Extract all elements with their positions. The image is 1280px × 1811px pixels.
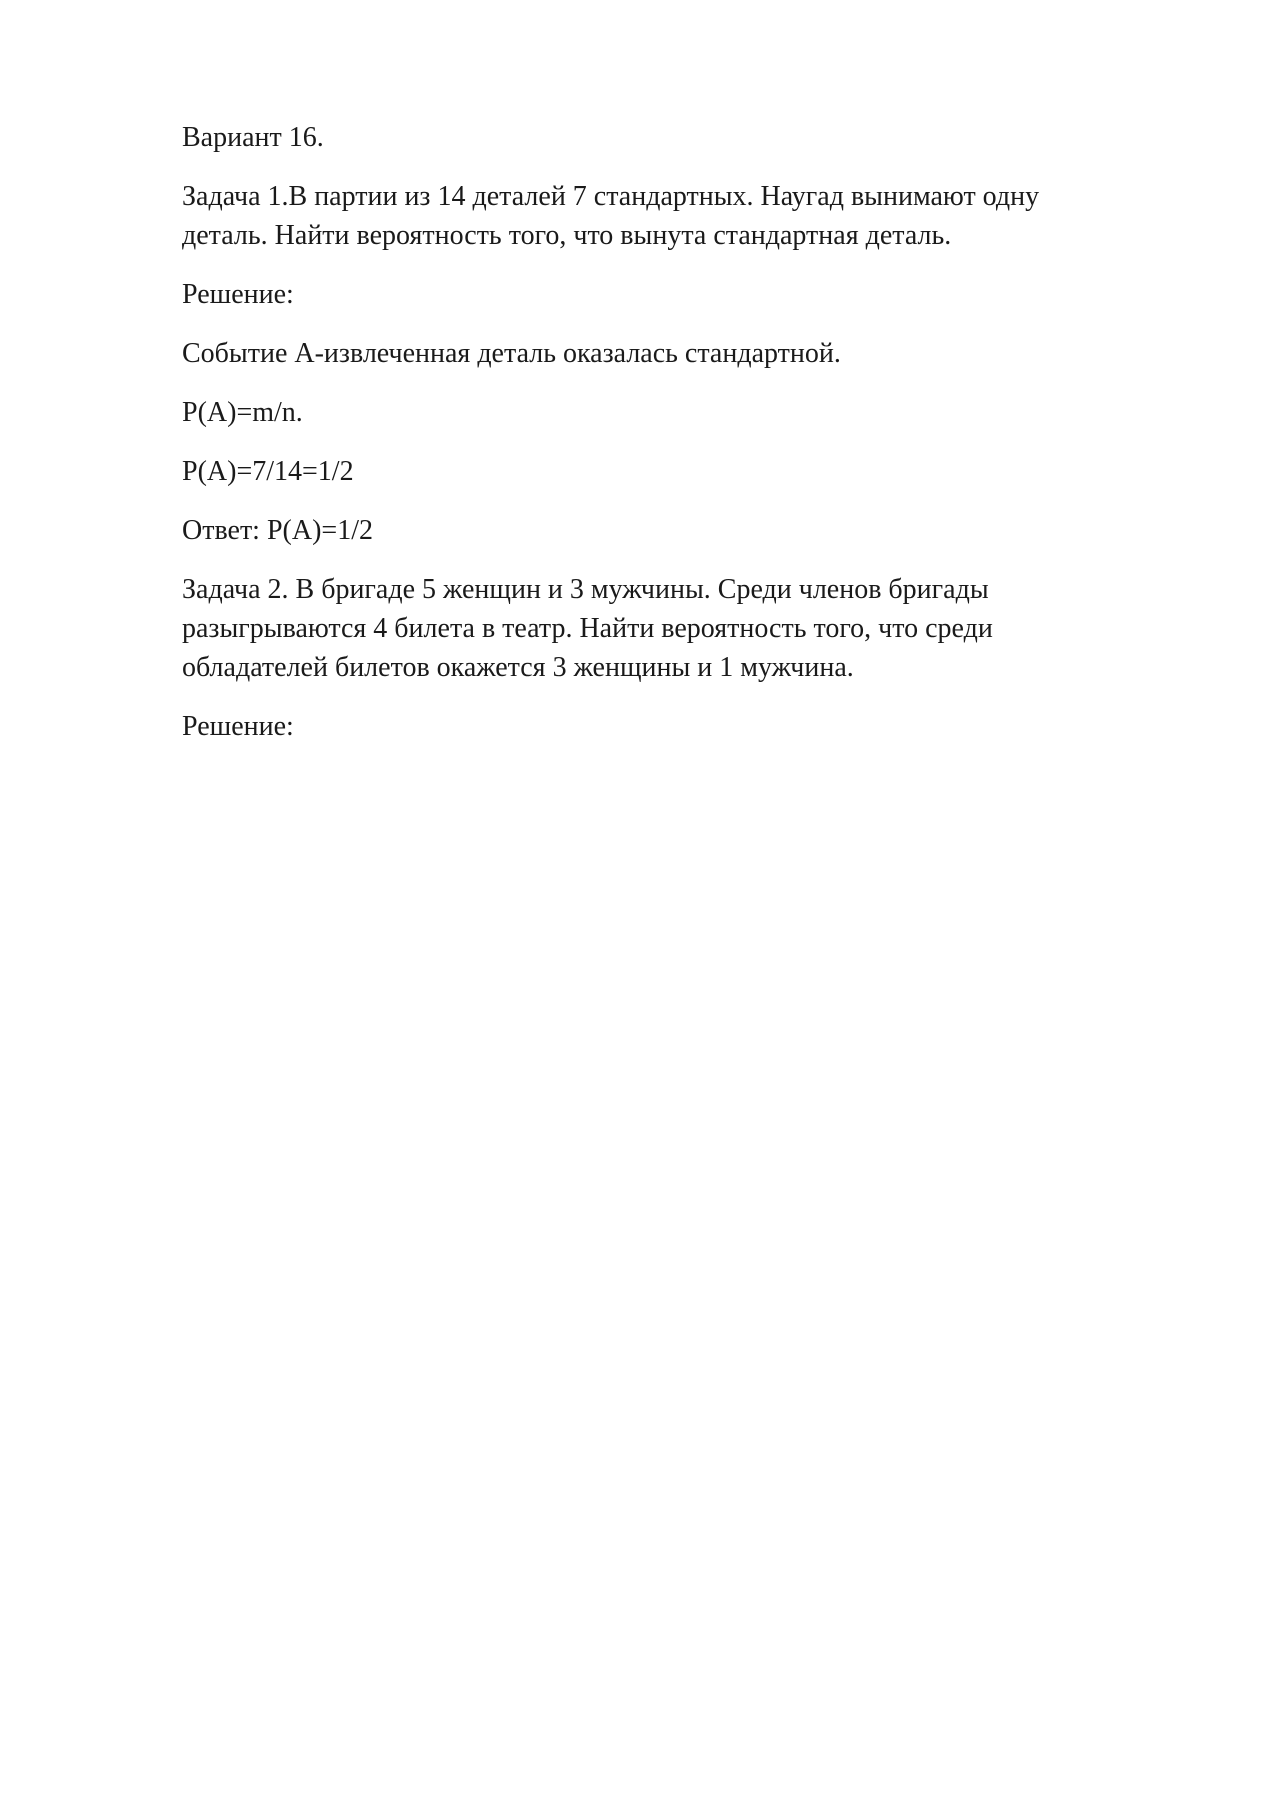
task2-solution-label: Решение: bbox=[182, 711, 294, 742]
task1-solution-label: Решение: bbox=[182, 279, 294, 310]
task1-event: Событие А-извлеченная деталь оказалась стандартной. bbox=[182, 338, 841, 369]
task1-calculation: Р(А)=7/14=1/2 bbox=[182, 456, 354, 487]
task1-statement: Задача 1.В партии из 14 деталей 7 стандартных. Наугад вынимают одну деталь. Найти вероятность того, что вынута стандартная деталь. bbox=[182, 181, 1040, 251]
task1-answer: Ответ: Р(А)=1/2 bbox=[182, 515, 373, 546]
task2-statement: Задача 2. В бригаде 5 женщин и 3 мужчины. Среди членов бригады разыгрываются 4 билета в театр. Найти вероятность того, что среди обладателей билетов окажется 3 женщины и 1 мужчина. bbox=[182, 574, 993, 683]
variant-title: Вариант 16. bbox=[182, 122, 324, 153]
task1-formula: Р(А)=m/n. bbox=[182, 397, 303, 428]
document-page bbox=[182, 118, 1122, 766]
